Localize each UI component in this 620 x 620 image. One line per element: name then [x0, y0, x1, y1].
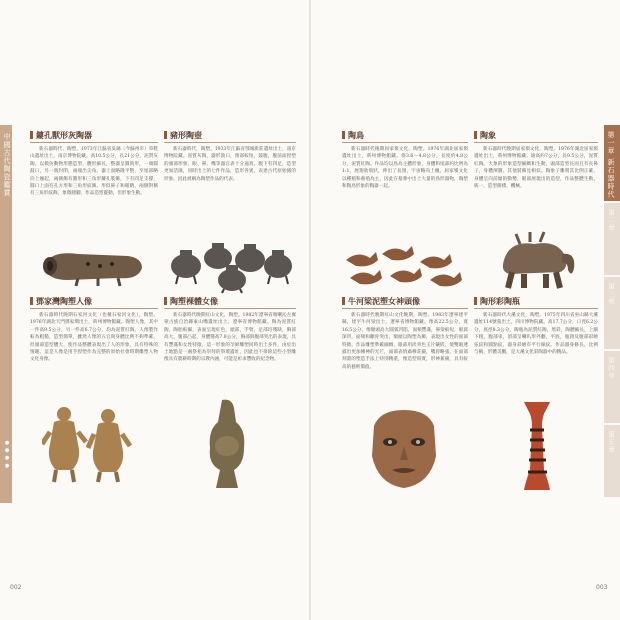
entry-title: 牛河梁泥塑女神頭像 — [342, 297, 468, 309]
tab-chapter-3[interactable] — [604, 277, 620, 349]
entry-description: 新石器時代，陶塑。1933年江蘇省鄂城新莊遺址出土，南京博物院藏。泥質灰陶，器形敦口，頸部較短，鼓腹，腹前面捏塑的頭部形象，眼、鼻、嘴等器官表十分逼真，腹下有四足，造型更加活潑，同時出土的七件作品，造形各異，表達古代原始豬的形象，因此被稱為陶塑作品的代表。 — [164, 147, 296, 182]
entry-description: 新石器時代後期屈家嶺文化，陶塑。1976年湖北屈家嶺遺址出土，荊州博物館藏。俗3.6～4.8公分，長度約4.8公分，泥質紅陶。作品均以鳥為主體形象，身體和尾部約比例為1:1，展翅欲飛狀，伸出了長頸，宇宙略向上翹。屈家嶺文化以種植和養殖為主，因此在墓葬中出土大量的鳥形器物，陶塑和陶鳥形象的陶器一起。 — [342, 147, 468, 190]
entry-description: 新石器時代晚期紅山文化，陶塑。1982年遼寧省喀喇沁左翼蒙古族自治縣東山嘴遺址出土，遼寧省博物館藏。陶為泥質紅陶，陶胎較細，表面呈現紅色，頭部，手臂，足部均殘缺，胸部高大，腹部凸起，身體殘高7.8公分，胸部與腹部突出的表現，具有豐滿和女性特徵，這一形象的孕婦雕塑同時出土多件，由於出土地點是一處祭祀為崇拜的祭壇遺址，因此也不排除這些小型雕像具有農耕時期的宗教內涵，可能是祈求豐收的紀念物。 — [164, 313, 296, 363]
entry-description: 新石器時代，陶塑。1973年江蘇省吳縣（今蘇州市）草鞋山遺址出土，南京博物院藏。高10.5公分，長21公分，泥質灰陶。以模仿動物形態造型，體形細長，整器呈圓筒形，一端圓鼓口，另一端封閉，兩端出尖角。器上面略隆平整，至尾部略向上翹起，兩側飾有圓形和三角形鏤孔裝飾，下有四足支撐，圓口上面有孔方形和三角形紋飾。形似鼻子和眼睛，兩側對稱有三角形紋飾，象徵腿腳，作品造型靈動，但形象生動。 — [30, 147, 158, 197]
entry-pottery-birds — [342, 131, 468, 190]
entry-title: 陶鳥 — [342, 131, 468, 143]
entry-title: 陶象 — [474, 131, 598, 143]
entry-dengjiawan-figurines — [30, 297, 158, 364]
entry-nude-female-figure — [164, 297, 296, 364]
entry-description: 新石器時代晚期石家河文化（也稱石家河文化），陶塑。1976年湖北天門鄧家灣出土，荊州博物館藏。陶塑人像，其中一件高9.5公分，另一件高6.7公分，均為泥質紅陶。人像製作較為粗糙，造型簡單，雖然人像的五官與身體比例不夠準確，但頭部造型體大，使作品整體表現出了人的形象，具有特殊的情趣。這是人像是用手捏塑作為完整的原始社會時期雕塑人物文化身像。 — [30, 313, 158, 363]
entry-title: 陶塑裸體女像 — [164, 297, 296, 309]
entry-title: 豬形陶壺 — [164, 131, 296, 143]
entry-description: 新石器時代晚期紅山文化晚期，陶塑。1983年遼寧建平縣，建平牛河梁出土，遼寧省博物館藏。像高22.5公分，寬16.5公分，像額頭高大圓弧凹陷，面頰豐滿，鼻梁較短，眼窩深凹，面頰和顴骨突出，額頭以陶塑為飾，表現出女性的面部特徵，作品雕塑準確細緻，眼部用淡青色玉片鑲嵌，使雙眼透露出更加傳神的光芒，面部表情肅穆莊嚴，嘴唇略張，在面部刻畫的塑造手法上特別精湛，像造型寫實，形神兼備，具有較高的藝術價值。 — [342, 313, 468, 370]
entry-description: 新石器時代大溪文化，陶塑。1975年四川省巫山縣大溪遺址114號墓出土，四川博物院藏。高17.7公分，口徑6.2公分，底徑8.3公分。陶瓶為泥質紅陶，黑彩，陶體細長，上細下粗，腹部束，頂部呈喇叭形外翻，平底，瓶頸及腹部彩繪弦紋和圓點紋，器身彩繪有平行線紋。作品器身修長，比例勻稱，形體美觀，是大溪文化彩陶器中的精品。 — [474, 313, 598, 356]
entry-pig-pot — [164, 131, 296, 183]
pig-pots-image — [166, 236, 296, 294]
tab-label: 第四章 — [607, 357, 615, 380]
chapter-tabs — [604, 125, 620, 499]
entry-title: 鏤孔獸形灰陶器 — [30, 131, 158, 143]
tab-chapter-5[interactable] — [604, 425, 620, 497]
entry-painted-vase — [474, 297, 598, 356]
page-number-left: 002 — [10, 584, 22, 591]
tab-chapter-1[interactable] — [604, 125, 620, 201]
pottery-birds-image — [340, 240, 470, 290]
entry-title: 陶形彩陶瓶 — [474, 297, 598, 309]
pottery-elephant-image — [490, 230, 580, 292]
goddess-head-image — [364, 408, 442, 490]
female-figure-image — [204, 396, 250, 490]
page-gutter — [309, 0, 311, 620]
tab-label: 第一章 新石器時代 — [607, 131, 615, 199]
tab-label: 第五章 — [607, 431, 615, 454]
entry-goddess-head — [342, 297, 468, 371]
tab-label: 第二章 — [607, 209, 615, 232]
openwork-vessel-image — [38, 240, 148, 290]
entry-title: 鄧家灣陶塑人像 — [30, 297, 158, 309]
tab-label: 第三章 — [607, 283, 615, 306]
tab-chapter-2[interactable] — [604, 203, 620, 275]
side-dots: ● ● ● ● — [4, 440, 10, 469]
entry-openwork-animal-pottery — [30, 131, 158, 198]
page-number-right: 003 — [596, 584, 608, 591]
entry-pottery-elephant — [474, 131, 598, 190]
clay-figurines-image — [42, 404, 132, 484]
entry-description: 新石器時代晚期屈家嶺文化，陶塑。1976年湖北屈家嶺遺址出土，荊州博物館藏。通高約7公分，長9.5公分，泥質紅陶。大象的形象造型細緻和生動，頭部造型長而且有長鼻子，身體渾圓，其他裝飾見相似。陶象子雕刻其比例正確，身體呈向前傾的動勢，眼部展現出的造型，作品整體生動、統一，造型簡樸、機械。 — [474, 147, 598, 190]
tab-chapter-4[interactable] — [604, 351, 620, 423]
painted-vase-image — [520, 400, 554, 492]
side-label: 中國古代陶瓷鑑賞 — [3, 133, 11, 197]
